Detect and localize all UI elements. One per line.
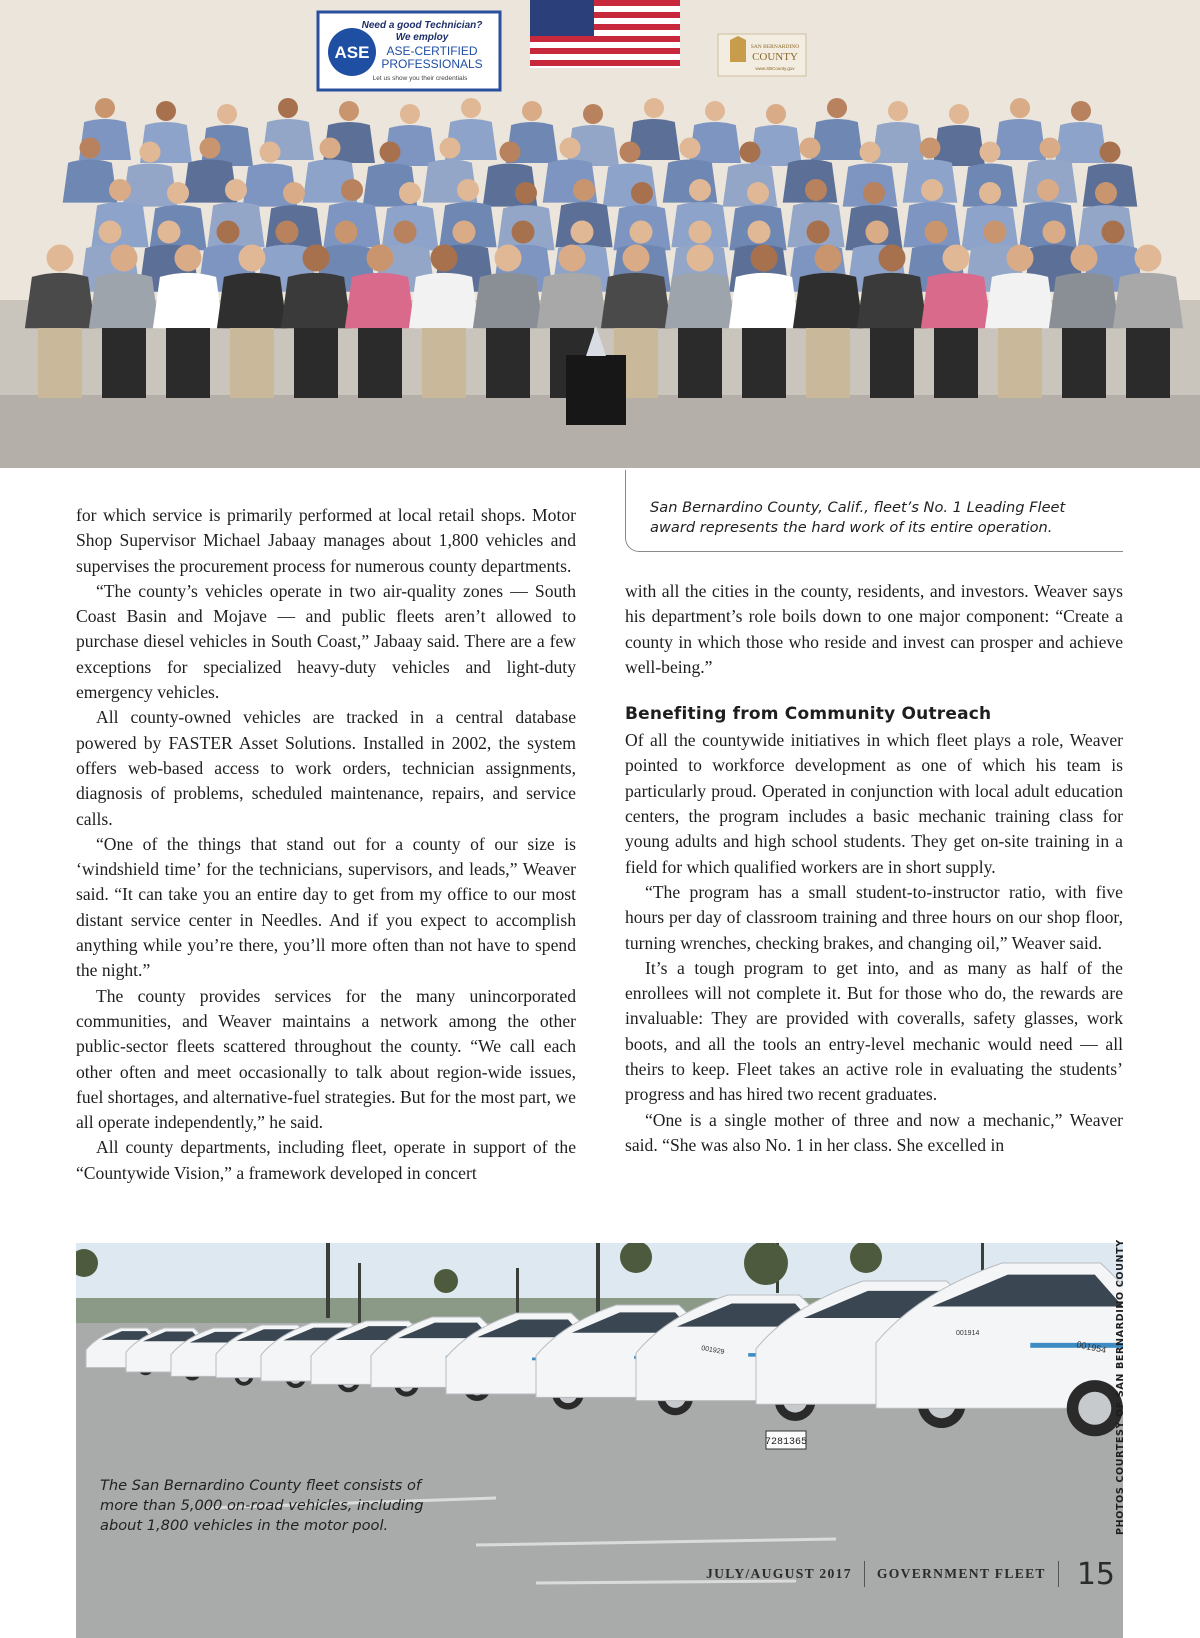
person-legs (358, 328, 402, 398)
page-footer (700, 1556, 1115, 1592)
ase-sign-line4: PROFESSIONALS (381, 57, 483, 71)
person-legs (230, 328, 274, 398)
person-legs (102, 328, 146, 398)
person-legs (678, 328, 722, 398)
ase-logo-text: ASE (334, 43, 370, 62)
person-legs (166, 328, 210, 398)
left-paragraph-3: All county-owned vehicles are tracked in a central database powered by FASTER Asset Solutions. Installed in 2002, the system offers web-based access to work orders, technician assignments, diagnosis of problems, scheduled maintenance, repairs, and service calls. (76, 707, 576, 829)
left-paragraph-6: All county departments, including fleet, operate in support of the “Countywide Vision,” a framework developed in concert (76, 1137, 576, 1183)
left-paragraph-5: The county provides services for the many unincorporated communities, and Weaver maintains a network among the other public-sector fleets scattered throughout the county. “We call each other often and meet occasionally to talk about region-wide issues, fuel shortages, and alternative-fuel strategies. But for the most part, we all operate independently,” he said. (76, 985, 576, 1133)
left-paragraph-4: “One of the things that stand out for a county of our size is ‘windshield time’ for the technicians, supervisors, and leads,” Weaver said. “It can take you an entire day to get from my office to our most distant service center in Needles. And if you expect to accomplish anything while you’re there, you’ll more often than not have to spend the night.” (76, 833, 576, 981)
person-legs (486, 328, 530, 398)
footer-separator (1058, 1561, 1059, 1587)
ase-sign-line1: Need a good Technician? (361, 20, 483, 31)
caption-bottom-text: The San Bernardino County fleet consists of more than 5,000 on-road vehicles, including about 1,800 vehicles in the motor pool. (100, 1477, 424, 1534)
license-plate-text: 7281365 (764, 1437, 808, 1448)
photo-credit: PHOTOS COURTESY OF SAN BERNARDINO COUNTY (1115, 1239, 1126, 1535)
county-logo (718, 34, 806, 76)
car-number-2: 001929 (700, 1345, 725, 1357)
left-paragraph-2: “The county’s vehicles operate in two air-quality zones — South Coast Basin and Mojave — and public fleets aren’t allowed to purchase diesel vehicles in South Coast,” Jabaay said. There are a few exceptions for specialized heavy-duty vehicles and light-duty emergency vehicles. (76, 580, 576, 703)
right-paragraph-1: Of all the countywide initiatives in which fleet plays a role, Weaver pointed to workforce development as one of which his team is particularly proud. Operated in conjunction with local adult education centers, the program includes a basic mechanic training class for young adults and high school students. They get on-site training in a field for which qualified workers are in short supply. (625, 730, 1123, 877)
person-legs (294, 328, 338, 398)
county-logo-bottom: www.SBCounty.gov (755, 66, 795, 71)
caption-bottom-box (100, 1476, 460, 1536)
right-paragraph-3: It’s a tough program to get into, and as many as half of the enrollees will not complete it. But for those who do, the rewards are invaluable: They are provided with coveralls, safety glasses, work boots, and all the tools an entry-level mechanic would need — all theirs to keep. Fleet takes an active role in evaluating the students’ progress and has hired two recent graduates. (625, 957, 1123, 1105)
us-flag-icon (530, 0, 680, 68)
right-intro-paragraph: with all the cities in the county, residents, and investors. Weaver says his department’s role boils down to one major component: “Create a county in which those who reside and invest can prosper and achieve well-being.” (625, 581, 1123, 677)
ase-sign-line3: ASE-CERTIFIED (386, 44, 478, 58)
group-photo (0, 0, 1200, 468)
right-column (625, 579, 1123, 1158)
ase-sign-line2: We employ (395, 32, 449, 43)
caption-top-text: San Bernardino County, Calif., fleet’s No. 1 Leading Fleet award represents the hard work of its entire operation. (650, 499, 1066, 536)
person-legs (742, 328, 786, 398)
ase-sign (318, 12, 500, 90)
section-heading: Benefiting from Community Outreach (625, 704, 992, 725)
footer-magazine: GOVERNMENT FLEET (876, 1566, 1046, 1581)
county-logo-main: COUNTY (752, 51, 798, 63)
county-shield-icon (730, 36, 746, 62)
left-paragraph-1: for which service is primarily performed at local retail shops. Motor Shop Supervisor Michael Jabaay manages about 1,800 vehicles and supervises the procurement process for numerous county departments. (76, 505, 576, 576)
person-legs (934, 328, 978, 398)
ase-sign-line5: Let us show you their credentials (372, 75, 468, 82)
group-photo-canvas (0, 0, 1200, 468)
person-legs (998, 328, 1042, 398)
county-logo-top: SAN BERNARDINO (750, 44, 800, 50)
left-column (76, 503, 576, 1186)
car-number-3: 001914 (956, 1330, 980, 1337)
right-paragraph-2: “The program has a small student-to-instructor ratio, with five hours per day of classroom training and three hours on our shop floor, turning wrenches, checking brakes, and changing oil,” Weaver said. (625, 881, 1123, 953)
caption-top-box (625, 470, 1123, 552)
person-legs (1126, 328, 1170, 398)
person-legs (422, 328, 466, 398)
footer-separator (864, 1561, 865, 1587)
person-legs (1062, 328, 1106, 398)
footer-issue: JULY/AUGUST 2017 (706, 1566, 852, 1581)
page-number: 15 (1076, 1556, 1115, 1592)
car-number-1: 001954 (1075, 1339, 1108, 1356)
person-legs (806, 328, 850, 398)
person-legs (870, 328, 914, 398)
person-legs (38, 328, 82, 398)
right-paragraph-4: “One is a single mother of three and now a mechanic,” Weaver said. “She was also No. 1 in her class. She excelled in (625, 1109, 1123, 1155)
